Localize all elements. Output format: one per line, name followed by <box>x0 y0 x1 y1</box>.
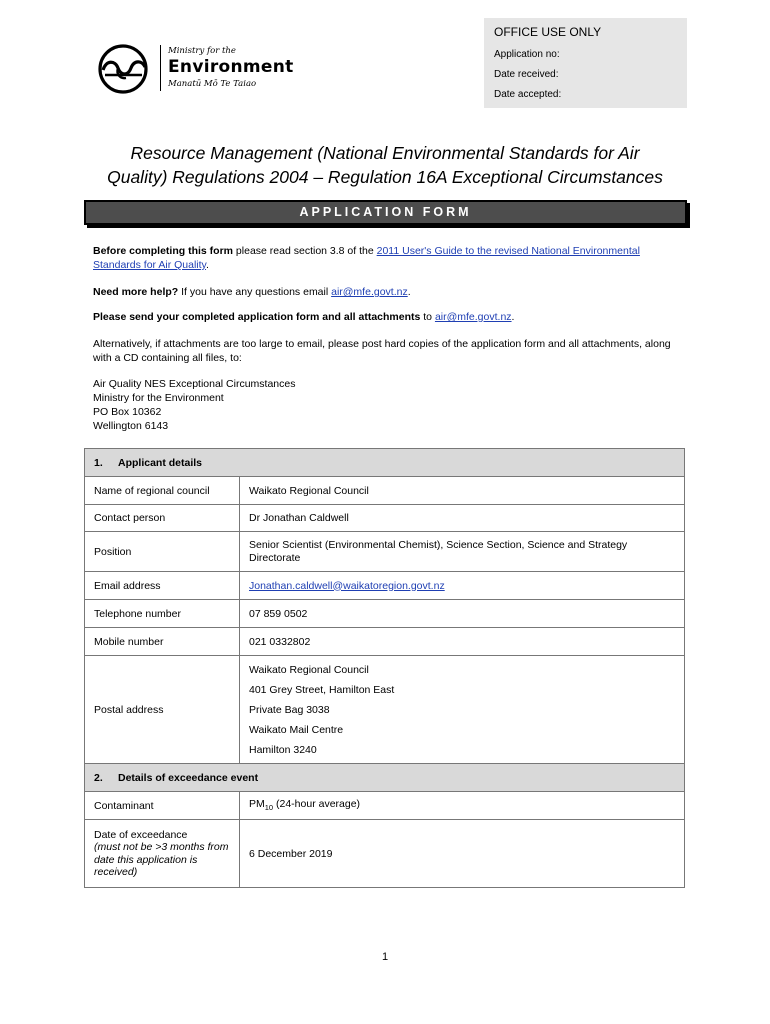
address-line: Air Quality NES Exceptional Circumstances <box>93 378 296 390</box>
intro-paragraph-1 <box>93 244 683 272</box>
phone-label: Telephone number <box>85 600 240 628</box>
section-1-title: Applicant details <box>118 456 203 469</box>
section-1-number: 1. <box>94 456 103 469</box>
phone-value[interactable]: 07 859 0502 <box>240 600 685 628</box>
contact-value[interactable]: Dr Jonathan Caldwell <box>240 505 685 532</box>
ministry-logo <box>96 43 306 95</box>
contaminant-subscript: 10 <box>264 803 274 813</box>
intro-paragraph-4: Alternatively, if attachments are too large to email, please post hard copies of the application form and all attachments, along with a CD containing all files, to: <box>93 338 671 364</box>
table-row <box>85 572 685 600</box>
postal-value[interactable] <box>240 656 685 764</box>
position-value[interactable]: Senior Scientist (Environmental Chemist), Science Section, Science and Strategy Directorate <box>240 532 685 572</box>
logo-top-text: Ministry for the <box>168 46 236 56</box>
intro-p2-end: . <box>407 286 411 298</box>
intro-p3-end: . <box>511 311 515 323</box>
table-row <box>85 656 685 764</box>
intro-p1-text: please read section 3.8 of the <box>233 245 377 257</box>
contaminant-value[interactable] <box>240 792 685 820</box>
intro-p2-bold: Need more help? <box>93 286 179 298</box>
logo-main-text: Environment <box>168 57 294 77</box>
application-form-banner: APPLICATION FORM <box>84 200 687 225</box>
section-2-number: 2. <box>94 771 103 784</box>
application-table <box>84 448 685 888</box>
address-line: Wellington 6143 <box>93 420 169 432</box>
contaminant-rest: (24-hour average) <box>273 798 361 811</box>
council-label: Name of regional council <box>85 477 240 505</box>
position-label: Position <box>85 532 240 572</box>
intro-p3-bold: Please send your completed application form and all attachments <box>93 311 421 323</box>
intro-p2-text: If you have any questions email <box>178 286 332 298</box>
date-accepted-label: Date accepted: <box>494 89 562 100</box>
page-number: 1 <box>381 951 389 963</box>
postal-line: Private Bag 3038 <box>249 703 330 716</box>
table-row <box>85 820 685 888</box>
table-row <box>85 792 685 820</box>
intro-p1-bold: Before completing this form <box>93 245 234 257</box>
date-value[interactable]: 6 December 2019 <box>240 820 685 888</box>
email-label: Email address <box>85 572 240 600</box>
section-1-header <box>85 449 685 477</box>
postal-line: 401 Grey Street, Hamilton East <box>249 683 395 696</box>
users-guide-link[interactable]: 2011 User's Guide to the revised National Environmental Standards for Air Quality <box>93 245 640 271</box>
postal-line: Waikato Mail Centre <box>249 723 344 736</box>
date-label: Date of exceedance <box>94 828 188 841</box>
postal-line: Hamilton 3240 <box>249 743 317 756</box>
date-received-label: Date received: <box>494 69 559 80</box>
intro-paragraph-3 <box>93 310 683 324</box>
date-label-cell <box>85 820 240 888</box>
postal-address-block <box>93 377 683 433</box>
logo-divider <box>160 45 161 91</box>
table-row <box>85 628 685 656</box>
help-email-link[interactable]: air@mfe.govt.nz <box>331 286 408 298</box>
office-use-title: OFFICE USE ONLY <box>494 25 602 39</box>
intro-paragraph-2 <box>93 285 683 299</box>
contaminant-main: PM <box>249 798 265 811</box>
council-value[interactable]: Waikato Regional Council <box>240 477 685 505</box>
page-title <box>90 141 680 189</box>
ministry-emblem-icon <box>96 43 152 95</box>
intro-p3-text: to <box>420 311 435 323</box>
office-use-box <box>484 18 687 108</box>
date-note: (must not be >3 months from date this application is received) <box>94 841 229 878</box>
intro-p1-end: . <box>206 259 209 271</box>
mobile-label: Mobile number <box>85 628 240 656</box>
email-value-link[interactable]: Jonathan.caldwell@waikatoregion.govt.nz <box>249 579 445 592</box>
contaminant-label: Contaminant <box>85 792 240 820</box>
table-row <box>85 477 685 505</box>
address-line: PO Box 10362 <box>93 406 162 418</box>
postal-label: Postal address <box>85 656 240 764</box>
application-no-label: Application no: <box>494 49 560 60</box>
table-row <box>85 505 685 532</box>
title-line-1: Resource Management (National Environmental Standards for Air <box>130 143 640 163</box>
postal-line: Waikato Regional Council <box>249 663 369 676</box>
table-row <box>85 532 685 572</box>
section-2-header <box>85 764 685 792</box>
section-2-title: Details of exceedance event <box>118 771 259 784</box>
title-line-2: Quality) Regulations 2004 – Regulation 16A Exceptional Circumstances <box>107 167 663 187</box>
contact-label: Contact person <box>85 505 240 532</box>
address-line: Ministry for the Environment <box>93 392 224 404</box>
submit-email-link[interactable]: air@mfe.govt.nz <box>434 311 512 323</box>
email-value-cell <box>240 572 685 600</box>
mobile-value[interactable]: 021 0332802 <box>240 628 685 656</box>
logo-bottom-text: Manatū Mō Te Taiao <box>168 79 257 89</box>
table-row <box>85 600 685 628</box>
